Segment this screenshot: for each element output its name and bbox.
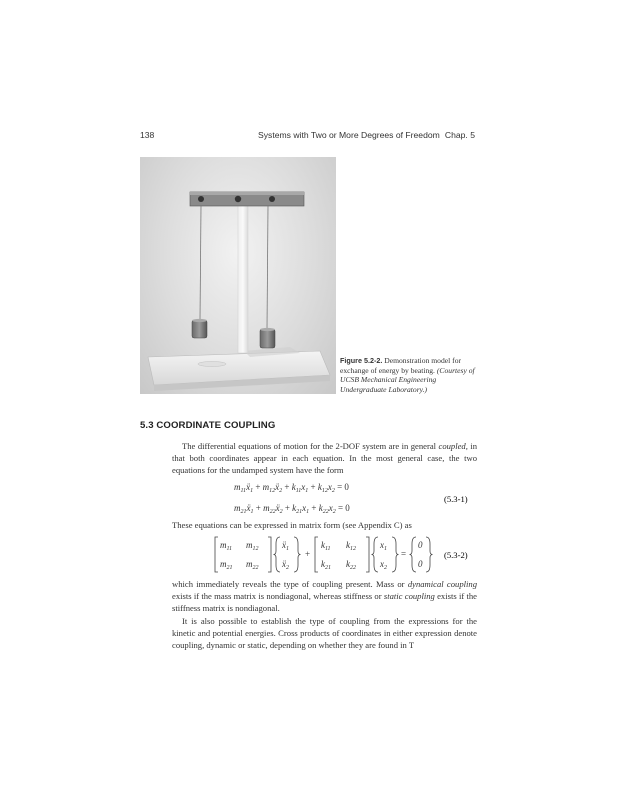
paragraph-text: which immediately reveals the type of coupling present. Mass or [172,579,405,589]
svg-text:0: 0 [418,540,423,550]
section-heading [140,420,275,431]
emphasis-coupled: coupled, [438,441,468,451]
svg-text:k22: $k_{22}$ [346,559,356,571]
paragraph-text: These equations can be expressed in matrix form (see Appendix C) as [172,520,412,530]
figure-label: Figure 5.2-2. [340,356,383,365]
equation-5-3-1 [228,478,478,520]
equation-5-3-2 [212,534,478,576]
svg-text:m11: $m_{11}$ [220,540,233,552]
section-number: 5.3 [140,420,154,431]
book-title: Systems with Two or More Degrees of Freedom [258,130,440,140]
svg-text:=: = [401,549,407,559]
svg-text:m11ẍ1 + m12ẍ2 + k11x1 + k12x2: $m_{11}ẍ_1$ + $m_{12}ẍ_2 + k_{11}x_1 + k_{12}x_2 = 0$ [234,482,349,494]
paragraph-text: The differential equations of motion for the 2-DOF system are in general [182,441,437,451]
section-title: COORDINATE COUPLING [156,420,276,431]
emphasis-static-coupling: static coupling [383,591,435,601]
pendulum-model-illustration [140,157,336,394]
svg-text:m12: $m_{12}$ [246,540,259,552]
running-head [140,130,475,144]
chapter-label: Chap. 5 [444,130,475,140]
svg-text:m21ẍ1 + m22ẍ2 + k21x1 + k22x2: $m_{21}ẍ_1$ + $m_{22}ẍ_2 + k_{21}x_1 + k_{22}x_2 = 0$ [234,503,350,515]
right-mass [260,329,275,348]
svg-text:ẍ2: ẍ$_2$ [282,559,289,571]
paragraph-text: exists if the stiffness matrix is nondiagonal. [172,591,477,613]
paragraph-text: It is also possible to establish the type of coupling from the expressions for the kinetic and potential energies. Cross products of coordinates in either expression denote coupling, dynamic or static, depending on whether they are found in T [172,616,477,650]
svg-text:+: + [305,549,311,559]
svg-text:k21: $k_{21}$ [321,559,331,571]
figure-credit: (Courtesy of UCSB Mechanical Engineering Undergraduate Laboratory.) [340,365,475,394]
paragraph-coupling-types [172,578,477,614]
left-mass [192,320,207,338]
vertical-post [238,203,248,353]
figure-caption [340,356,475,394]
right-string [267,206,268,329]
page-number: 138 [140,130,155,140]
paragraph-intro [172,440,477,476]
svg-text:m22: $m_{22}$ [246,559,259,571]
svg-text:0: 0 [418,559,423,569]
equation-number: (5.3-1) [444,494,468,504]
paragraph-text: exists if the mass matrix is nondiagonal, whereas stiffness or [172,591,382,601]
svg-text:x2: $x_2$ [380,559,387,571]
svg-text:ẍ1: ẍ$_1$ [282,540,289,552]
figure-caption-text: Demonstration model for exchange of energy by beating. [340,356,462,375]
paragraph-text: in that both coordinates appear in each equation. In the most general case, the two equations for the undamped system have the form [172,441,478,475]
left-string [200,206,201,320]
paragraph-matrix-intro [172,519,477,531]
svg-text:x1: $x_1$ [380,540,387,552]
svg-text:k12: $k_{12}$ [346,540,356,552]
svg-text:k11: $k_{11}$ [321,540,331,552]
paragraph-energy [172,615,477,651]
figure-photo [140,157,336,394]
svg-text:m21: $m_{21}$ [220,559,233,571]
equation-number: (5.3-2) [444,550,468,560]
emphasis-dynamical-coupling: dynamical coupling [407,579,477,589]
